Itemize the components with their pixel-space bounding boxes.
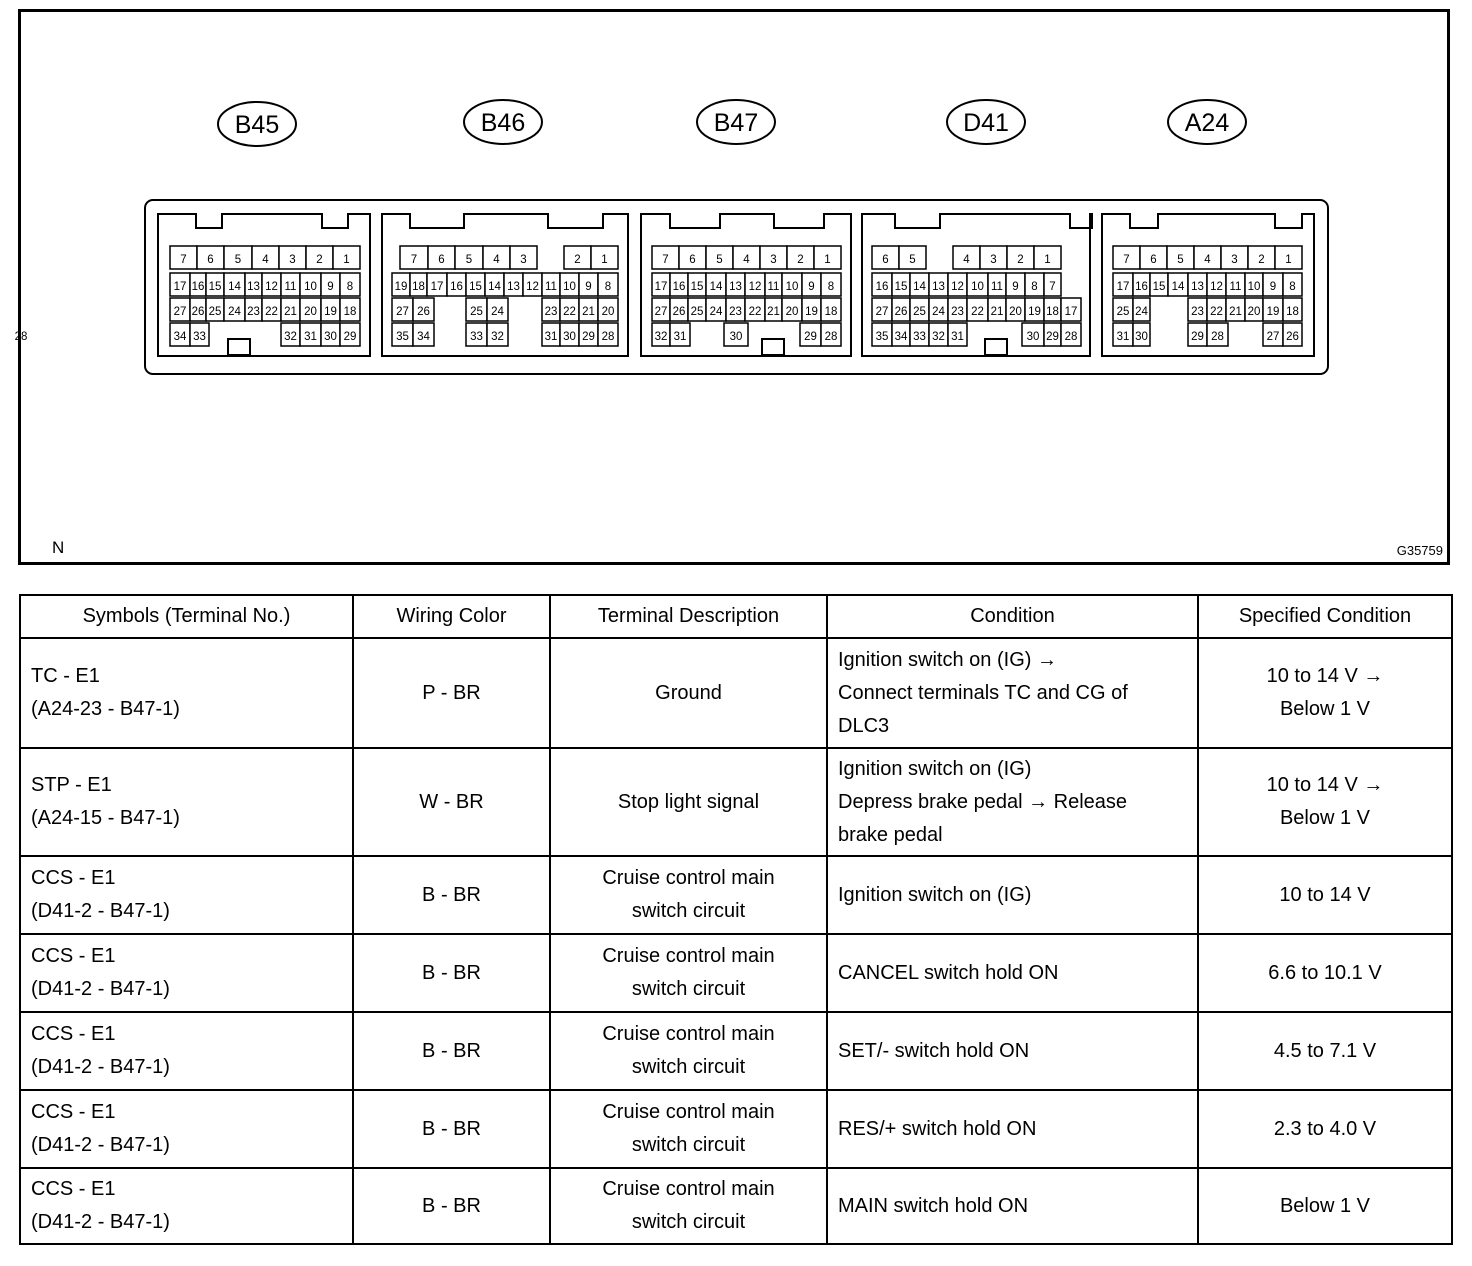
pin-number: 27 bbox=[1266, 331, 1280, 343]
pin-number: 10 bbox=[971, 281, 984, 293]
condition-cell bbox=[827, 748, 1198, 856]
pin-number: 33 bbox=[913, 331, 926, 343]
pin-number: 23 bbox=[951, 306, 964, 318]
pin-number: 27 bbox=[654, 306, 668, 318]
cell-line: Ignition switch on (IG) bbox=[838, 883, 1032, 906]
cell-line: Ignition switch on (IG) bbox=[838, 757, 1032, 780]
pin-number: 5 bbox=[716, 254, 723, 266]
cell-line: SET/- switch hold ON bbox=[838, 1039, 1030, 1062]
pin-number: 10 bbox=[563, 281, 576, 293]
pin-number: 28 bbox=[1211, 331, 1224, 343]
symbol-cell bbox=[20, 856, 353, 934]
table-row bbox=[20, 1090, 1452, 1168]
pin-number: 34 bbox=[894, 331, 908, 343]
lock-slot bbox=[762, 339, 784, 355]
pin-number: 18 bbox=[412, 281, 425, 293]
connector-label: B45 bbox=[234, 111, 280, 139]
cell-line: Cruise control main bbox=[602, 945, 775, 967]
cell-line: RES/+ switch hold ON bbox=[838, 1117, 1037, 1140]
symbol-cell bbox=[20, 748, 353, 856]
pin-number: 27 bbox=[396, 306, 409, 318]
pin-number: 8 bbox=[346, 281, 354, 293]
wiring-color-cell: B - BR bbox=[353, 1012, 550, 1090]
pin-number: 2 bbox=[1258, 254, 1265, 266]
pin-number: 30 bbox=[1135, 331, 1148, 343]
symbol-cell bbox=[20, 934, 353, 1012]
pin-number: 32 bbox=[284, 331, 297, 343]
symbol-cell bbox=[20, 1012, 353, 1090]
pin-number: 13 bbox=[1191, 281, 1204, 293]
cell-line: CCS - E1 bbox=[31, 945, 116, 967]
pin-number: 10 bbox=[304, 281, 317, 293]
pin-number: 31 bbox=[304, 331, 317, 343]
cell-line: CCS - E1 bbox=[31, 867, 116, 889]
pin-number: 28 bbox=[14, 331, 28, 343]
pin-number: 3 bbox=[990, 254, 997, 266]
pin-number: 22 bbox=[971, 306, 984, 318]
pin-number: 24 bbox=[932, 306, 945, 318]
pin-number: 7 bbox=[662, 254, 669, 266]
pin-number: 5 bbox=[1177, 254, 1184, 266]
pin-number: 19 bbox=[1028, 306, 1041, 318]
pin-number: 13 bbox=[247, 281, 260, 293]
pin-number: 25 bbox=[913, 306, 926, 318]
pin-number: 25 bbox=[208, 306, 222, 318]
cell-line: (D41-2 - B47-1) bbox=[31, 978, 170, 1000]
pin-number: 17 bbox=[430, 281, 444, 293]
pin-number: 5 bbox=[465, 254, 473, 266]
lock-slot bbox=[985, 339, 1007, 355]
cell-line: 10 to 14 V bbox=[1279, 883, 1371, 906]
pin-number: 32 bbox=[654, 331, 668, 343]
header-specified-condition: Specified Condition bbox=[1198, 595, 1452, 638]
header-symbols: Symbols (Terminal No.) bbox=[20, 595, 353, 638]
condition-cell bbox=[827, 1012, 1198, 1090]
pin-number: 3 bbox=[289, 254, 296, 266]
pin-number: 12 bbox=[951, 281, 964, 293]
terminal-description-cell bbox=[550, 856, 827, 934]
terminal-description-cell bbox=[550, 1012, 827, 1090]
pin-number: 21 bbox=[582, 306, 595, 318]
connector-label: A24 bbox=[1184, 109, 1230, 137]
pin-number: 22 bbox=[265, 306, 278, 318]
pin-number: 33 bbox=[193, 331, 206, 343]
pin-number: 18 bbox=[1046, 306, 1059, 318]
terminal-description-cell bbox=[550, 748, 827, 856]
pin-number: 35 bbox=[396, 331, 409, 343]
pin-number: 23 bbox=[247, 306, 260, 318]
pin-number: 4 bbox=[493, 254, 500, 266]
header-terminal-description: Terminal Description bbox=[550, 595, 827, 638]
header-wiring-color: Wiring Color bbox=[353, 595, 550, 638]
cell-line: Ground bbox=[655, 681, 722, 704]
pin-number: 4 bbox=[1204, 254, 1211, 266]
pin-number: 12 bbox=[265, 281, 278, 293]
pin-number: 26 bbox=[1286, 331, 1299, 343]
pin-number: 7 bbox=[1123, 254, 1130, 266]
pin-number: 31 bbox=[951, 331, 964, 343]
cell-line: switch circuit bbox=[631, 1211, 746, 1233]
pin-number: 20 bbox=[601, 306, 615, 318]
table-row bbox=[20, 638, 1452, 748]
connector-diagram bbox=[14, 9, 1450, 565]
pin-number: 18 bbox=[343, 306, 357, 318]
pin-number: 15 bbox=[894, 281, 908, 293]
pin-number: 5 bbox=[909, 254, 916, 266]
cell-line: DLC3 bbox=[838, 714, 890, 737]
cell-line: 2.3 to 4.0 V bbox=[1273, 1117, 1377, 1140]
pin-number: 15 bbox=[469, 281, 482, 293]
pin-number: 2 bbox=[574, 254, 581, 266]
connector-a24 bbox=[1102, 100, 1314, 356]
pin-number: 13 bbox=[507, 281, 520, 293]
pin-number: 14 bbox=[488, 281, 501, 293]
pin-number: 9 bbox=[1269, 281, 1277, 293]
cell-line: 10 to 14 V → bbox=[1266, 665, 1384, 687]
pin-number: 26 bbox=[191, 306, 205, 318]
symbol-cell bbox=[20, 1168, 353, 1244]
pin-number: 13 bbox=[729, 281, 742, 293]
symbol-cell bbox=[20, 638, 353, 748]
pin-number: 33 bbox=[470, 331, 483, 343]
lock-slot bbox=[228, 339, 250, 355]
pin-number: 24 bbox=[491, 306, 504, 318]
specified-condition-cell bbox=[1198, 638, 1452, 748]
pin-number: 29 bbox=[804, 331, 817, 343]
pin-number: 21 bbox=[990, 306, 1004, 318]
cell-line: Cruise control main bbox=[602, 1178, 775, 1200]
cell-line: switch circuit bbox=[631, 1056, 746, 1078]
pin-number: 30 bbox=[729, 331, 743, 343]
connector-label: B47 bbox=[713, 109, 759, 137]
table-row bbox=[20, 1168, 1452, 1244]
pin-number: 12 bbox=[748, 281, 762, 293]
pin-number: 4 bbox=[743, 254, 750, 266]
connector-b46 bbox=[382, 100, 628, 356]
pin-number: 31 bbox=[673, 331, 687, 343]
cell-line: CCS - E1 bbox=[31, 1178, 116, 1200]
pin-number: 8 bbox=[1031, 281, 1038, 293]
corner-label-left: N bbox=[52, 538, 65, 557]
pin-number: 19 bbox=[394, 281, 408, 293]
pin-number: 29 bbox=[1046, 331, 1059, 343]
cell-line: Cruise control main bbox=[602, 1101, 775, 1123]
pin-number: 21 bbox=[767, 306, 780, 318]
pin-number: 4 bbox=[262, 254, 269, 266]
table-row bbox=[20, 934, 1452, 1012]
pin-number: 25 bbox=[1116, 306, 1130, 318]
cell-line: Ignition switch on (IG) → bbox=[838, 648, 1057, 671]
pin-number: 12 bbox=[526, 281, 539, 293]
cell-line: (D41-2 - B47-1) bbox=[31, 1056, 170, 1078]
connector-d41 bbox=[862, 100, 1092, 356]
cell-line: Below 1 V bbox=[1279, 807, 1371, 829]
pin-number: 5 bbox=[234, 254, 242, 266]
specified-condition-cell bbox=[1198, 934, 1452, 1012]
pin-number: 3 bbox=[770, 254, 777, 266]
pin-number: 15 bbox=[690, 281, 704, 293]
condition-cell bbox=[827, 638, 1198, 748]
pin-number: 20 bbox=[1247, 306, 1261, 318]
pin-number: 3 bbox=[520, 254, 527, 266]
cell-line: CCS - E1 bbox=[31, 1023, 116, 1045]
pin-number: 19 bbox=[805, 306, 818, 318]
cell-line: (D41-2 - B47-1) bbox=[31, 900, 170, 922]
specified-condition-cell bbox=[1198, 1168, 1452, 1244]
wiring-color-cell: P - BR bbox=[353, 638, 550, 748]
pin-number: 14 bbox=[709, 281, 723, 293]
pin-number: 14 bbox=[228, 281, 241, 293]
pin-number: 26 bbox=[894, 306, 908, 318]
pin-number: 30 bbox=[563, 331, 576, 343]
pin-number: 20 bbox=[304, 306, 317, 318]
pin-number: 16 bbox=[672, 281, 686, 293]
pin-number: 21 bbox=[284, 306, 297, 318]
pin-number: 22 bbox=[748, 306, 762, 318]
pin-number: 23 bbox=[1191, 306, 1204, 318]
pin-number: 27 bbox=[875, 306, 889, 318]
pin-number: 7 bbox=[1049, 281, 1056, 293]
pin-number: 14 bbox=[913, 281, 926, 293]
cell-line: CANCEL switch hold ON bbox=[838, 961, 1059, 984]
pin-number: 1 bbox=[1285, 254, 1292, 266]
pin-number: 29 bbox=[343, 331, 357, 343]
pin-number: 25 bbox=[470, 306, 483, 318]
pin-number: 6 bbox=[689, 254, 696, 266]
pin-number: 32 bbox=[491, 331, 504, 343]
pin-number: 16 bbox=[191, 281, 205, 293]
wiring-color-cell: B - BR bbox=[353, 934, 550, 1012]
pin-number: 7 bbox=[180, 254, 187, 266]
symbol-cell bbox=[20, 1090, 353, 1168]
pin-number: 11 bbox=[991, 281, 1003, 293]
table-row bbox=[20, 1012, 1452, 1090]
pin-number: 23 bbox=[544, 306, 558, 318]
terminal-spec-table bbox=[19, 594, 1453, 1245]
pin-number: 28 bbox=[1064, 331, 1078, 343]
pin-number: 9 bbox=[585, 281, 592, 293]
cell-line: 6.6 to 10.1 V bbox=[1268, 961, 1382, 984]
condition-cell bbox=[827, 856, 1198, 934]
figure-code: G35759 bbox=[1396, 543, 1443, 558]
pin-number: 24 bbox=[709, 306, 723, 318]
terminal-description-cell bbox=[550, 1168, 827, 1244]
cell-line: (A24-23 - B47-1) bbox=[31, 698, 180, 720]
pin-number: 25 bbox=[690, 306, 704, 318]
pin-number: 8 bbox=[1289, 281, 1296, 293]
wiring-color-cell: B - BR bbox=[353, 856, 550, 934]
cell-line: (D41-2 - B47-1) bbox=[31, 1134, 170, 1156]
pin-number: 8 bbox=[604, 281, 612, 293]
cell-line: Cruise control main bbox=[602, 1023, 775, 1045]
cell-line: Connect terminals TC and CG of bbox=[838, 681, 1128, 704]
specified-condition-cell bbox=[1198, 748, 1452, 856]
wiring-color-cell: B - BR bbox=[353, 1168, 550, 1244]
pin-number: 14 bbox=[1171, 281, 1185, 293]
pin-number: 17 bbox=[654, 281, 668, 293]
pin-number: 4 bbox=[963, 254, 970, 266]
cell-line: 10 to 14 V → bbox=[1266, 774, 1384, 796]
wiring-color-cell: B - BR bbox=[353, 1090, 550, 1168]
pin-number: 11 bbox=[767, 281, 780, 293]
pin-number: 23 bbox=[729, 306, 742, 318]
pin-number: 19 bbox=[324, 306, 337, 318]
pin-number: 9 bbox=[1012, 281, 1019, 293]
cell-line: (D41-2 - B47-1) bbox=[31, 1211, 170, 1233]
pin-number: 6 bbox=[882, 254, 889, 266]
cell-line: Cruise control main bbox=[602, 867, 775, 889]
cell-line: switch circuit bbox=[631, 1134, 746, 1156]
cell-line: Stop light signal bbox=[617, 790, 760, 813]
pin-number: 11 bbox=[284, 281, 297, 293]
pin-number: 21 bbox=[1229, 306, 1242, 318]
pin-number: 2 bbox=[1017, 254, 1024, 266]
cell-line: TC - E1 bbox=[31, 665, 100, 687]
pin-number: 6 bbox=[1150, 254, 1157, 266]
cell-line: CCS - E1 bbox=[31, 1101, 116, 1123]
pin-number: 24 bbox=[1135, 306, 1148, 318]
pin-number: 6 bbox=[207, 254, 214, 266]
cell-line: STP - E1 bbox=[31, 774, 112, 796]
pin-number: 26 bbox=[672, 306, 686, 318]
pin-number: 16 bbox=[1135, 281, 1148, 293]
condition-cell bbox=[827, 1090, 1198, 1168]
pin-number: 32 bbox=[932, 331, 945, 343]
cell-line: Below 1 V bbox=[1279, 698, 1371, 720]
terminal-description-cell bbox=[550, 1090, 827, 1168]
pin-number: 26 bbox=[417, 306, 430, 318]
pin-number: 22 bbox=[563, 306, 576, 318]
condition-cell bbox=[827, 934, 1198, 1012]
table-header-row bbox=[20, 595, 1452, 638]
terminal-description-cell bbox=[550, 638, 827, 748]
pin-number: 15 bbox=[1152, 281, 1166, 293]
cell-line: brake pedal bbox=[838, 823, 943, 846]
connector-b47 bbox=[641, 100, 851, 356]
pin-number: 31 bbox=[1116, 331, 1130, 343]
connector-b45 bbox=[15, 102, 370, 356]
cell-line: Below 1 V bbox=[1279, 1194, 1371, 1217]
condition-cell bbox=[827, 1168, 1198, 1244]
pin-number: 20 bbox=[1009, 306, 1022, 318]
pin-number: 15 bbox=[208, 281, 222, 293]
pin-number: 17 bbox=[1116, 281, 1130, 293]
cell-line: (A24-15 - B47-1) bbox=[31, 807, 180, 829]
pin-number: 20 bbox=[785, 306, 799, 318]
pin-number: 13 bbox=[932, 281, 945, 293]
pin-number: 2 bbox=[797, 254, 804, 266]
cell-line: switch circuit bbox=[631, 978, 746, 1000]
pin-number: 6 bbox=[438, 254, 445, 266]
pin-number: 2 bbox=[316, 254, 323, 266]
pin-number: 7 bbox=[410, 254, 418, 266]
connector-drawing bbox=[14, 12, 1447, 562]
pin-number: 18 bbox=[824, 306, 838, 318]
pin-number: 12 bbox=[1210, 281, 1223, 293]
specified-condition-cell bbox=[1198, 856, 1452, 934]
pin-number: 16 bbox=[875, 281, 889, 293]
pin-number: 22 bbox=[1210, 306, 1223, 318]
pin-number: 35 bbox=[875, 331, 889, 343]
cell-line: 4.5 to 7.1 V bbox=[1273, 1039, 1377, 1062]
pin-number: 10 bbox=[1247, 281, 1261, 293]
pin-number: 8 bbox=[827, 281, 835, 293]
pin-number: 16 bbox=[450, 281, 463, 293]
pin-number: 34 bbox=[173, 331, 187, 343]
pin-number: 3 bbox=[1231, 254, 1238, 266]
pin-number: 18 bbox=[1286, 306, 1299, 318]
pin-number: 34 bbox=[417, 331, 430, 343]
header-condition: Condition bbox=[827, 595, 1198, 638]
pin-number: 29 bbox=[582, 331, 595, 343]
pin-number: 1 bbox=[601, 254, 608, 266]
pin-number: 9 bbox=[327, 281, 334, 293]
pin-number: 30 bbox=[1026, 331, 1040, 343]
pin-number: 1 bbox=[824, 254, 831, 266]
pin-number: 11 bbox=[1229, 281, 1242, 293]
pin-number: 28 bbox=[601, 331, 615, 343]
specified-condition-cell bbox=[1198, 1012, 1452, 1090]
terminal-description-cell bbox=[550, 934, 827, 1012]
table-row bbox=[20, 856, 1452, 934]
pin-number: 1 bbox=[1044, 254, 1051, 266]
connector-label: B46 bbox=[480, 109, 526, 137]
pin-number: 9 bbox=[808, 281, 815, 293]
specified-condition-cell bbox=[1198, 1090, 1452, 1168]
pin-number: 1 bbox=[343, 254, 350, 266]
connector-label: D41 bbox=[963, 109, 1009, 137]
cell-line: MAIN switch hold ON bbox=[838, 1194, 1029, 1217]
pin-number: 29 bbox=[1191, 331, 1204, 343]
cell-line: switch circuit bbox=[631, 900, 746, 922]
pin-number: 11 bbox=[545, 281, 557, 293]
pin-number: 17 bbox=[173, 281, 187, 293]
pin-number: 27 bbox=[173, 306, 187, 318]
pin-number: 19 bbox=[1266, 306, 1280, 318]
pin-number: 17 bbox=[1064, 306, 1078, 318]
table-row bbox=[20, 748, 1452, 856]
pin-number: 30 bbox=[324, 331, 337, 343]
pin-number: 10 bbox=[785, 281, 799, 293]
pin-number: 31 bbox=[544, 331, 558, 343]
pin-number: 28 bbox=[824, 331, 838, 343]
pin-number: 24 bbox=[228, 306, 241, 318]
wiring-color-cell: W - BR bbox=[353, 748, 550, 856]
cell-line: Depress brake pedal → Release bbox=[838, 790, 1128, 813]
